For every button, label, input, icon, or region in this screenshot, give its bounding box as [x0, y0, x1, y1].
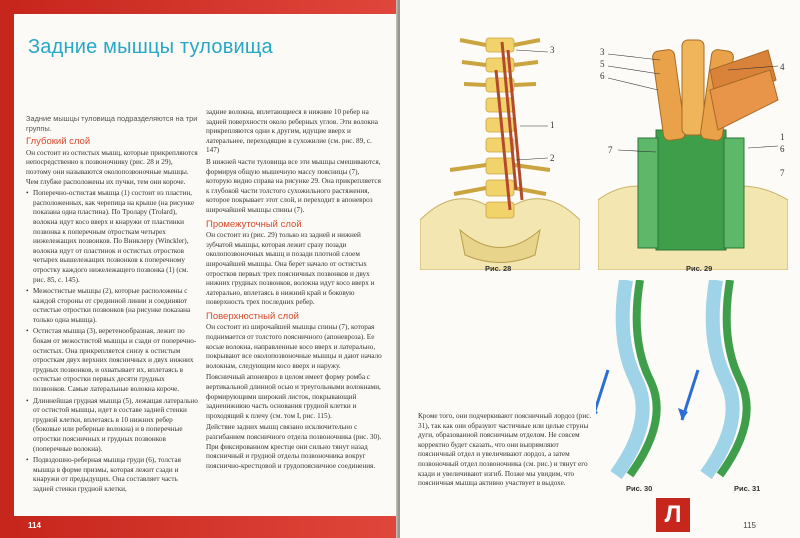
fig28-label-3: 3 — [550, 45, 555, 55]
list-item: • Остистая мышца (3), веретенообразная, лежит по бокам от межостистой мышцы и сзади от поперечно-остистых. Она прикрепляется снизу к остистым отросткам двух верхних поясничных и двух нижних грудных позвонков, и охватывает их, вплетаясь в остистые отростки первых десяти грудных позвонков. Самые латеральные волокна короче. — [26, 327, 198, 394]
action-text: Действие задних мышц связано исключительно с разгибанием поясничного отдела позвоночника (рис. 30). При фиксированном крестце они сильно тянут назад поясничный и грудной отделы позвоночника вокруг пояснично-крестцовой и грудопоясничное соединения. — [206, 423, 382, 470]
figure-30-caption: Рис. 30 — [626, 484, 653, 493]
figure-28-caption: Рис. 28 — [485, 264, 512, 273]
superficial-layer-text: Он состоит из широчайшей мышцы спины (7), которая поднимается от толстого поясничного (апоневроза). Ее косые волокна, направленные косо вверх и латерально, покрывают все околопозвоночные мышцы и дают начало волокнам, следующим косо вверх и наружу. — [206, 323, 382, 370]
fig28-label-2: 2 — [550, 153, 555, 163]
intro-text: Задние мышцы туловища подразделяются на три группы. — [26, 114, 198, 133]
arrow-30 — [596, 370, 608, 420]
figure-28-illustration — [420, 30, 580, 270]
list-item: • Поперечно-остистая мышца (1) состоит из пластин, расположенных, как черепица на крыше (на рисунке показана одна пластина). По Тролару (Trolard), волокна идут косо вверх и кнаружи от пластинки позвонка к поперечным отросткам четырех нижележащих позвонков. По Винклеру (Winckler), волокна идут от пластинок и остистых отростков четырех вышележащих позвонков к поперечному отростку каждого нижележащего позвонка (1) (см. рис. 85, с. 145). — [26, 189, 198, 285]
subheading-deep-layer: Глубокий слой — [26, 136, 91, 148]
list-item: • Межостистые мышцы (2), которые расположены с каждой стороны от срединной линии и соединяют остистые отростки позвонков (на рисунке показана только одна мышца). — [26, 287, 198, 325]
list-item: • Подвздошно-реберная мышца груди (6), толстая мышца в форме призмы, которая лежит сзади и кнаружи от предыдущих. Она составляет часть задней стенки грудной клетки, — [26, 456, 198, 494]
fig29-label-1: 1 — [780, 132, 785, 142]
lumbar-mass-paragraph: В нижней части туловища все эти мышцы смешиваются, формируя общую мышечную массу поясницы (7), которую видно справа на рисунке 29. Она прикрепляется к глубокой части толстого сухожильного растяжения, которое покрывает этот слой, и переходит в апоневроз широчайшей мышцы спины (7). — [206, 157, 381, 214]
figure-29-illustration — [598, 30, 788, 270]
spine-curve-31 — [678, 280, 747, 475]
deep-layer-lead: Он состоит из остистых мышц, которые прикрепляются непосредственно к позвоночнику (рис. 28 и 29), поэтому они называются околопозвоночные мышцы. Чем глубже расположены их пучки, тем они короче. — [26, 148, 198, 186]
vertebrae-column — [450, 38, 550, 218]
fig29-label-3: 3 — [600, 47, 605, 57]
figure-30-31-illustration — [596, 280, 766, 490]
fig29-label-6b: 6 — [780, 144, 785, 154]
middle-layer-text: Он состоит из (рис. 29) только из задней и нижней зубчатой мышцы, которая лежит сразу позади околопозвоночных мышц и позади плотной слоем широчайшей мышцы. Она берет начало от остистых отростков первых трех поясничных позвонков и двух нижних грудных позвонков, волокна идут косо вверх и латерально, вплетаясь в нижний край и боковую поверхность трех последних ребер. — [206, 231, 375, 307]
lumbar-muscle-mass — [656, 130, 726, 250]
text-column-1 — [26, 114, 198, 497]
fig29-label-6: 6 — [600, 71, 605, 81]
page-number-left: 114 — [28, 521, 41, 530]
publisher-logo: Л — [656, 498, 690, 532]
text-column-2 — [206, 108, 382, 473]
list-item: • Длиннейшая грудная мышца (5), лежащая латерально от остистой мышцы, идет в составе задней стенки грудной клетки, вплетаясь в 10 нижних ребер (боковые или реберные волокна) и в поперечные отростки поясничных и грудных позвонков (поперечные волокна). — [26, 397, 198, 455]
figure-31-caption: Рис. 31 — [734, 484, 761, 493]
fig28-label-1: 1 — [550, 120, 555, 130]
subheading-superficial-layer: Поверхностный слой — [206, 310, 299, 322]
chapter-edge-bar — [0, 0, 14, 538]
fig29-label-7b: 7 — [780, 168, 785, 178]
subheading-middle-layer: Промежуточный слой — [206, 218, 302, 230]
page-title: Задние мышцы туловища — [28, 36, 273, 58]
spine-curve-30 — [596, 280, 657, 475]
right-page-text: Кроме того, они подчеркивают поясничный лордоз (рис. 31), так как они образуют частичные или целые струны дуги, образованной поясничным отделом. Не совсем корректно будет сказать, что они выпрямляют поясничный отдел и увеличивают лордоз, а затем позвоночный отдел позвоночника (см. рис.) и тянут его кзади и увеличивают изгиб. Позже мы увидим, что поясничная мышца активно участвует в выдохе. — [418, 412, 592, 488]
leader-lines — [516, 50, 548, 160]
left-page — [0, 0, 398, 538]
fig29-label-7: 7 — [608, 145, 613, 155]
top-color-band — [14, 0, 398, 14]
page-number-right: 115 — [743, 521, 756, 530]
muscle-bundles — [652, 40, 778, 141]
aponeurosis-text: Поясничный апоневроз в целом имеет форму ромба с вертикальной длинной осью и треугольными волокнами, формирующими широкий листок, покрывающий задненижнюю часть основания грудной клетки и проходящий к плечу (см. том I, рис. 115). — [206, 373, 381, 420]
figure-29-caption: Рис. 29 — [686, 264, 713, 273]
footer-band — [14, 516, 398, 538]
fig29-label-5: 5 — [600, 59, 605, 69]
column-2-lead: задние волокна, вплетающиеся в нижние 10 ребер на задней поверхности около реберных углов. Эти волокна прикрепляются одни к другим, идущие вверх и латеральнее, переходящие в сухожилие (см. рис. 89, с. 147) — [206, 108, 378, 155]
fig29-label-4: 4 — [780, 62, 785, 72]
